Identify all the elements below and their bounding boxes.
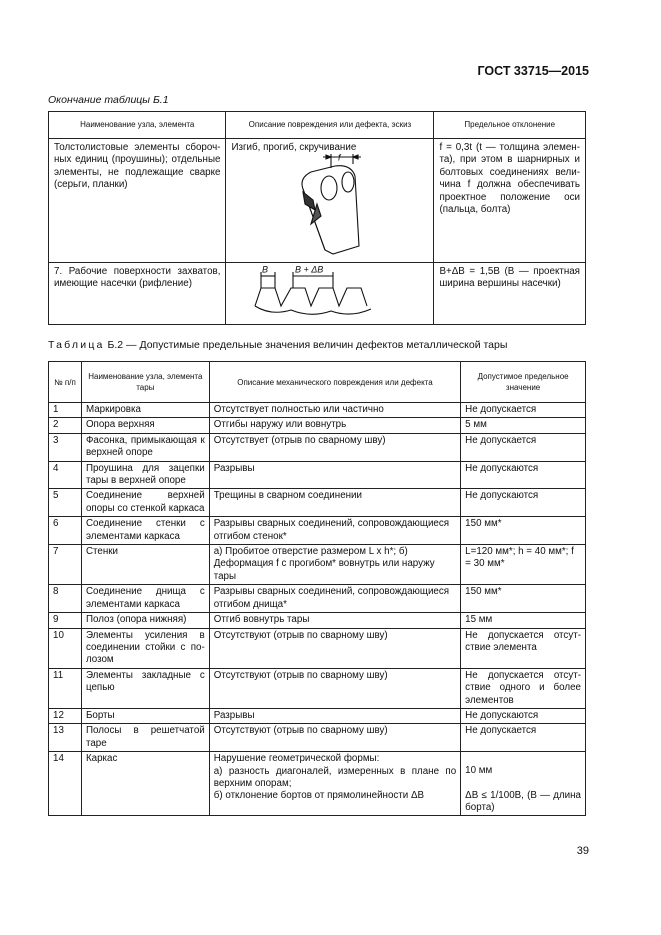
cell-number: 8 [49,585,82,613]
cell-name: Опора верхняя [81,418,209,433]
cell-name: Элементы усиления в соединении стойки с полозом [81,628,209,668]
table-b1-caption: Окончание таблицы Б.1 [48,94,169,106]
cell-element: 7. Рабочие поверхности захватов, имеющие насечки (рифление) [49,263,226,325]
value-item-a: 10 мм [465,765,493,777]
cell-number: 3 [49,433,82,461]
col-header-limit: Предельное отклонение [434,112,586,139]
cell-element: Толстолистовые элементы сборочных единиц (проушины); отдельные элементы, не подлежащие сварке (серьги, планки) [49,139,226,263]
cell-number: 14 [49,752,82,816]
table-b1 [48,111,586,325]
cell-description: Отсутствует (отрыв по сварному шву) [209,433,460,461]
cell-value: Не допускается отсутствие одного и более элементов [461,668,586,708]
cell-description: Отсутствуют (отрыв по сварному шву) [209,628,460,668]
table-row [49,517,586,545]
table-row [49,263,586,325]
cell-value: Не допускается [461,724,586,752]
cell-number: 4 [49,461,82,489]
table-row [49,461,586,489]
table-row [49,752,586,816]
col-header-value: Допустимое предельное значение [461,362,586,403]
table-header-row [49,112,586,139]
cell-value: Не допускается [461,403,586,418]
cell-description: Отгиб вовнутрь тары [209,613,460,628]
cell-name: Маркировка [81,403,209,418]
cell-name: Соединение стенки с элементами каркаса [81,517,209,545]
sketch-label-b-delta: B + ΔB [295,266,324,275]
cell-description: Разрывы сварных соединений, сопровождающиеся отгибом днища* [209,585,460,613]
cell-description: а) Пробитое отверстие размером L x h*; б) Деформация f с прогибом* вовнутрь или наружу тары [209,545,460,585]
cell-number: 2 [49,418,82,433]
page-number: 39 [576,845,589,857]
cell-name: Соединение верхней опоры со стенкой каркаса [81,489,209,517]
table-b2 [48,361,586,816]
sketch-label-f: f [338,154,341,163]
cell-value: 5 мм [461,418,586,433]
cell-description [226,139,434,263]
cell-number: 9 [49,613,82,628]
table-row [49,139,586,263]
cell-description: Разрывы [209,461,460,489]
cell-name: Каркас [81,752,209,816]
cell-name: Фасонка, примыкающая к верхней опоре [81,433,209,461]
desc-heading: Нарушение геометрической формы: [213,753,380,765]
col-header-description: Описание механического повреждения или дефекта [209,362,460,403]
table-row [49,724,586,752]
cell-description: Разрывы сварных соединений, сопровождающиеся отгибом стенок* [209,517,460,545]
serration-sketch [231,266,427,320]
cell-value: Не допускаются [461,461,586,489]
cell-value: Не допускаются [461,708,586,723]
cell-name: Элементы закладные с цепью [81,668,209,708]
col-header-description: Описание повреждения или дефекта, эскиз [226,112,434,139]
cell-description: Отсутствуют (отрыв по сварному шву) [209,724,460,752]
table-header-row [49,362,586,403]
standard-number: ГОСТ 33715—2015 [477,64,589,78]
sketch-label-b: B [262,266,269,275]
cell-value: 150 мм* [461,517,586,545]
table-row [49,433,586,461]
cell-description: Отсутствует полностью или частично [209,403,460,418]
col-header-number: № п/п [49,362,82,403]
table-row [49,585,586,613]
cell-number: 13 [49,724,82,752]
cell-value: Не допускается [461,433,586,461]
table-row [49,668,586,708]
cell-value: 15 мм [461,613,586,628]
cell-description: Разрывы [209,708,460,723]
cell-description: Отсутствуют (отрыв по сварному шву) [209,668,460,708]
cell-value: L=120 мм*; h = 40 мм*; f = 30 мм* [461,545,586,585]
cell-name: Борты [81,708,209,723]
cell-name: Полосы в решетчатой таре [81,724,209,752]
cell-name: Проушина для зацепки тары в верхней опоре [81,461,209,489]
caption-text: Б.2 — Допустимые предельные значения величин дефектов металлической тары [104,339,508,351]
cell-limit: f = 0,3t (t — толщина элемента), при этом в шарнирных и болтовых соединениях величина f должна обеспечивать проектное положение оси (пальца, болта) [434,139,586,263]
desc-item-a: а) разность диагоналей, измеренных в плане по верхним опорам; [213,765,457,789]
cell-number: 12 [49,708,82,723]
cell-description: Трещины в сварном соединении [209,489,460,517]
cell-value [461,752,586,816]
cell-number: 1 [49,403,82,418]
desc-item-b: б) отклонение бортов от прямолинейности ΔB [213,790,425,802]
caption-prefix: Таблица [48,339,105,351]
cell-number: 7 [49,545,82,585]
cell-name: Стенки [81,545,209,585]
value-item-b: ΔB ≤ 1/100B, (B — длина борта) [465,789,581,813]
cell-value: Не допускается отсутствие элемента [461,628,586,668]
cell-name: Полоз (опора нижняя) [81,613,209,628]
cell-number: 5 [49,489,82,517]
table-row [49,708,586,723]
table-row [49,489,586,517]
table-row [49,418,586,433]
table-row [49,545,586,585]
table-b2-caption [48,339,507,351]
table-row [49,613,586,628]
col-header-name: Наименование узла, элемента тары [81,362,209,403]
cell-name: Соединение днища с элементами каркаса [81,585,209,613]
description-text: Изгиб, прогиб, скручивание [231,142,357,153]
cell-number: 11 [49,668,82,708]
col-header-element: Наименование узла, элемента [49,112,226,139]
cell-description [226,263,434,325]
cell-description [209,752,460,816]
bent-lug-sketch [231,154,427,258]
cell-limit: B+ΔB = 1,5B (B — проектная ширина вершины насечки) [434,263,586,325]
table-row [49,403,586,418]
cell-number: 10 [49,628,82,668]
table-row [49,628,586,668]
cell-description: Отгибы наружу или вовнутрь [209,418,460,433]
cell-number: 6 [49,517,82,545]
cell-value: Не допускаются [461,489,586,517]
cell-value: 150 мм* [461,585,586,613]
